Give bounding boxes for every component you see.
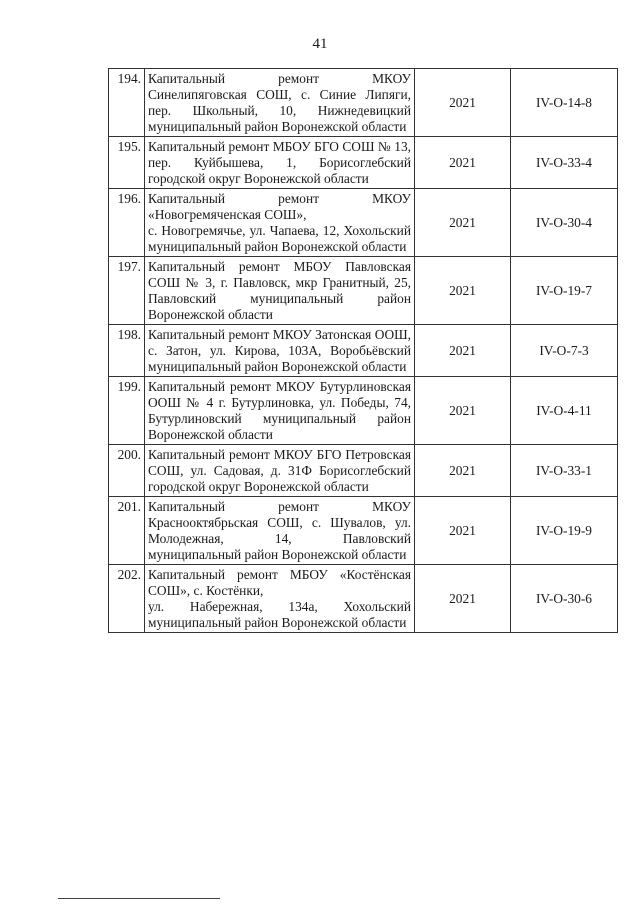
year-cell: 2021 xyxy=(415,137,511,189)
object-code-cell: IV-О-14-8 xyxy=(511,69,618,137)
row-number-cell: 198. xyxy=(109,325,145,377)
year-cell: 2021 xyxy=(415,325,511,377)
object-code-cell: IV-О-7-3 xyxy=(511,325,618,377)
footnote-separator xyxy=(58,898,220,899)
row-number-cell: 200. xyxy=(109,445,145,497)
year-cell: 2021 xyxy=(415,377,511,445)
object-name-cell: Капитальный ремонт МБОУ Павловская СОШ № 3, г. Павловск, мкр Гранитный, 25, Павловский муниципальный район Воронежской области xyxy=(145,257,415,325)
row-number-cell: 202. xyxy=(109,565,145,633)
object-code-cell: IV-О-4-11 xyxy=(511,377,618,445)
year-cell: 2021 xyxy=(415,445,511,497)
row-number-cell: 196. xyxy=(109,189,145,257)
year-cell: 2021 xyxy=(415,69,511,137)
table-row xyxy=(109,69,618,137)
table-row xyxy=(109,137,618,189)
object-code-cell: IV-О-30-6 xyxy=(511,565,618,633)
object-name-cell: Капитальный ремонт МКОУ БГО Петровская СОШ, ул. Садовая, д. 31Ф Борисоглебский городской округ Воронежской области xyxy=(145,445,415,497)
object-code-cell: IV-О-33-1 xyxy=(511,445,618,497)
object-name-cell: Капитальный ремонт МКОУ Затонская ООШ, с. Затон, ул. Кирова, 103А, Воробьёвский муниципальный район Воронежской области xyxy=(145,325,415,377)
object-name-cell: Капитальный ремонт МБОУ «Костёнская СОШ», с. Костёнки, ул. Набережная, 134а, Хохольский муниципальный район Воронежской области xyxy=(145,565,415,633)
table-row xyxy=(109,565,618,633)
year-cell: 2021 xyxy=(415,257,511,325)
year-cell: 2021 xyxy=(415,189,511,257)
row-number-cell: 197. xyxy=(109,257,145,325)
year-cell: 2021 xyxy=(415,565,511,633)
table-row xyxy=(109,497,618,565)
object-code-cell: IV-О-19-7 xyxy=(511,257,618,325)
table-row xyxy=(109,377,618,445)
table-row xyxy=(109,325,618,377)
row-number-cell: 201. xyxy=(109,497,145,565)
registry-table-body xyxy=(109,69,618,633)
object-name-cell: Капитальный ремонт МКОУ Бутурлиновская ООШ № 4 г. Бутурлиновка, ул. Победы, 74, Бутурлиновский муниципальный район Воронежской области xyxy=(145,377,415,445)
object-code-cell: IV-О-30-4 xyxy=(511,189,618,257)
object-name-cell: Капитальный ремонт МКОУ Краснооктябрьская СОШ, с. Шувалов, ул. Молодежная, 14, Павловский муниципальный район Воронежской области xyxy=(145,497,415,565)
year-cell: 2021 xyxy=(415,497,511,565)
table-row xyxy=(109,445,618,497)
object-name-cell: Капитальный ремонт МКОУ «Новогремяченская СОШ», с. Новогремячье, ул. Чапаева, 12, Хохольский муниципальный район Воронежской области xyxy=(145,189,415,257)
object-name-cell: Капитальный ремонт МКОУ Синелипяговская СОШ, с. Синие Липяги, пер. Школьный, 10, Нижнедевицкий муниципальный район Воронежской области xyxy=(145,69,415,137)
repair-registry-table xyxy=(108,68,618,633)
page-number: 41 xyxy=(312,36,328,52)
table-row xyxy=(109,257,618,325)
row-number-cell: 194. xyxy=(109,69,145,137)
row-number-cell: 199. xyxy=(109,377,145,445)
table-row xyxy=(109,189,618,257)
object-code-cell: IV-О-19-9 xyxy=(511,497,618,565)
object-name-cell: Капитальный ремонт МБОУ БГО СОШ № 13, пер. Куйбышева, 1, Борисоглебский городской округ Воронежской области xyxy=(145,137,415,189)
row-number-cell: 195. xyxy=(109,137,145,189)
object-code-cell: IV-О-33-4 xyxy=(511,137,618,189)
